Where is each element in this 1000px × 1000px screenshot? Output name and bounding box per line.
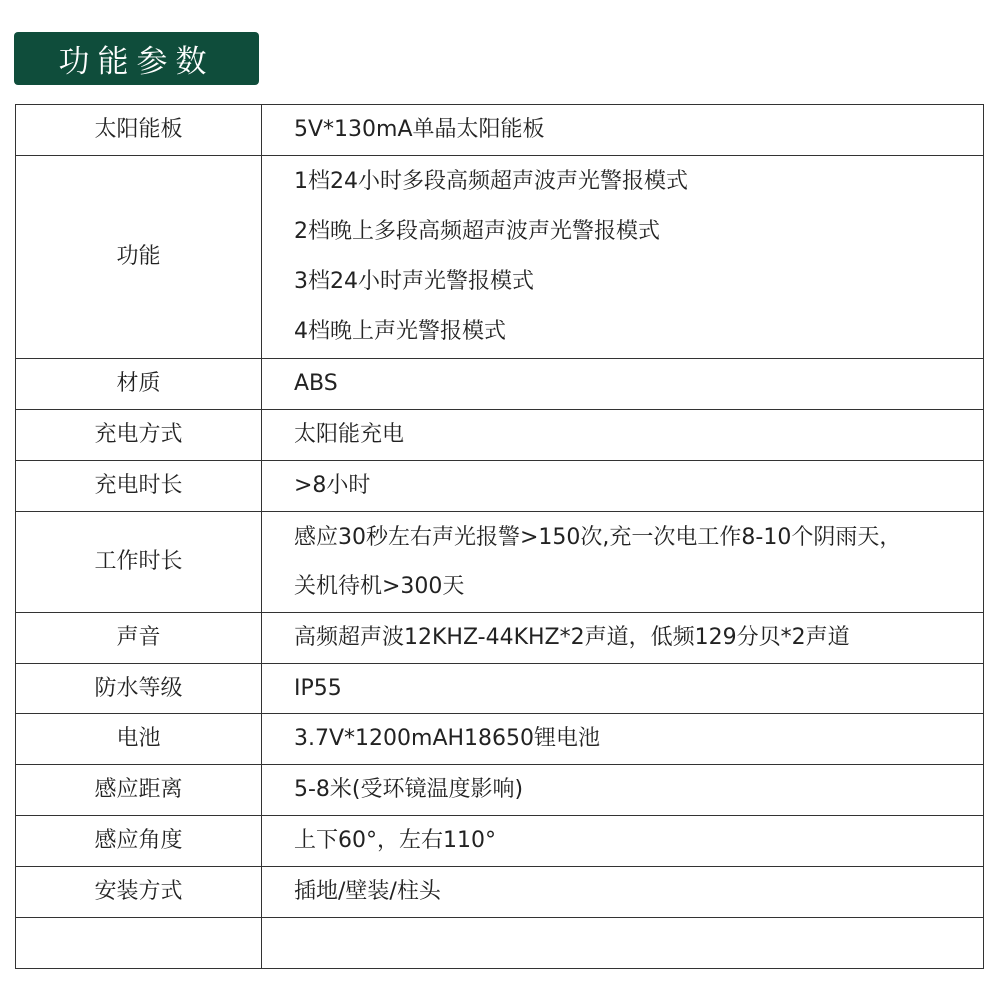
row-label: 电池 xyxy=(16,714,262,765)
value-line: IP55 xyxy=(294,675,342,701)
value-line: 感应30秒左右声光报警>150次,充一次电工作8-10个阴雨天， xyxy=(294,524,902,550)
value-line: 3档24小时声光警报模式 xyxy=(294,269,534,294)
table-row xyxy=(16,359,984,410)
row-value xyxy=(262,156,984,359)
value-line: 插地/壁装/柱头 xyxy=(294,879,441,904)
spec-table xyxy=(15,104,984,969)
value-line: 3.7V*1200mAH18650锂电池 xyxy=(294,726,601,751)
value-line: 5V*130mA单晶太阳能板 xyxy=(294,117,545,142)
table-row xyxy=(16,765,984,816)
row-label: 感应距离 xyxy=(16,765,262,816)
value-line: 高频超声波12KHZ-44KHZ*2声道，低频129分贝*2声道 xyxy=(294,625,850,650)
row-label xyxy=(16,918,262,969)
table-row xyxy=(16,918,984,969)
value-line: 上下60°，左右110° xyxy=(294,828,496,853)
value-line: 太阳能充电 xyxy=(294,422,405,447)
row-label: 功能 xyxy=(16,156,262,359)
row-label: 材质 xyxy=(16,359,262,410)
row-value xyxy=(262,918,984,969)
value-line: 4档晚上声光警报模式 xyxy=(294,319,506,344)
row-label: 充电时长 xyxy=(16,461,262,512)
row-label: 感应角度 xyxy=(16,816,262,867)
row-value xyxy=(262,613,984,664)
row-value xyxy=(262,664,984,714)
row-value xyxy=(262,816,984,867)
table-row xyxy=(16,714,984,765)
value-line: ABS xyxy=(294,371,338,396)
row-value xyxy=(262,359,984,410)
table-row xyxy=(16,867,984,918)
row-value xyxy=(262,461,984,512)
row-label: 充电方式 xyxy=(16,410,262,461)
value-line: >8小时 xyxy=(294,473,371,498)
value-line: 2档晚上多段高频超声波声光警报模式 xyxy=(294,219,660,244)
value-line: 1档24小时多段高频超声波声光警报模式 xyxy=(294,169,688,194)
row-value xyxy=(262,714,984,765)
table-row xyxy=(16,816,984,867)
table-row xyxy=(16,613,984,664)
value-line: 关机待机>300天 xyxy=(294,573,465,599)
table-row xyxy=(16,410,984,461)
row-label: 太阳能板 xyxy=(16,105,262,156)
row-value xyxy=(262,512,984,613)
row-label: 安装方式 xyxy=(16,867,262,918)
section-title: 功能参数 xyxy=(14,32,259,85)
row-label: 工作时长 xyxy=(16,512,262,613)
spec-table-body xyxy=(16,105,984,969)
row-value xyxy=(262,410,984,461)
row-value xyxy=(262,765,984,816)
row-value xyxy=(262,105,984,156)
table-row xyxy=(16,461,984,512)
row-value xyxy=(262,867,984,918)
table-row xyxy=(16,512,984,613)
value-line: 5-8米(受环镜温度影响) xyxy=(294,777,524,802)
table-row xyxy=(16,105,984,156)
row-label: 防水等级 xyxy=(16,664,262,714)
table-row xyxy=(16,664,984,714)
row-label: 声音 xyxy=(16,613,262,664)
table-row xyxy=(16,156,984,359)
